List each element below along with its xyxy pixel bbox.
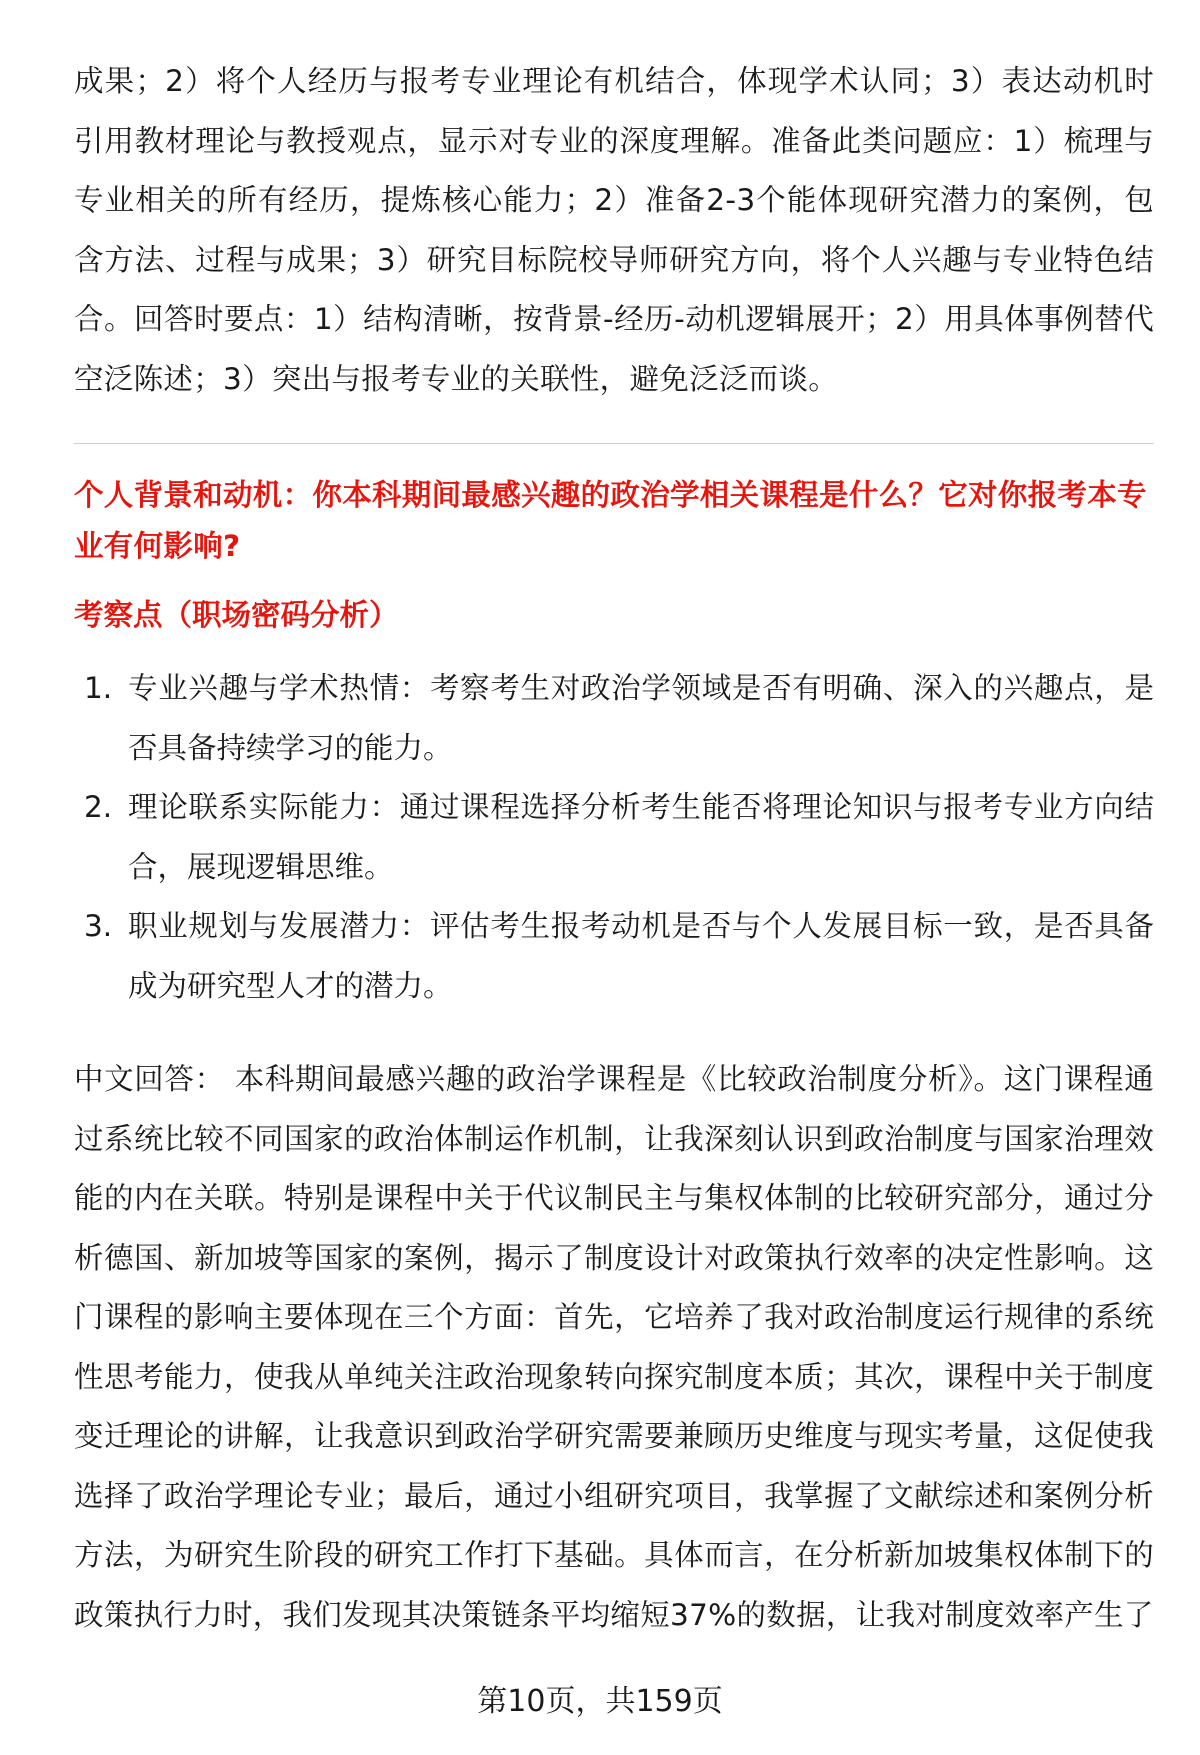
page-footer: 第10页，共159页 xyxy=(477,1684,723,1719)
intro-paragraph: 成果；2）将个人经历与报考专业理论有机结合，体现学术认同；3）表达动机时引用教材理论与教授观点，显示对专业的深度理解。准备此类问题应：1）梳理与专业相关的所有经历，提炼核心能力；2）准备2-3个能体现研究潜力的案例，包含方法、过程与成果；3）研究目标院校导师研究方向，将个人兴趣与专业特色结合。回答时要点：1）结构清晰，按背景-经历-动机逻辑展开；2）用具体事例替代空泛陈述；3）突出与报考专业的关联性，避免泛泛而谈。 xyxy=(74,64,1154,396)
list-item-text: 理论联系实际能力：通过课程选择分析考生能否将理论知识与报考专业方向结合，展现逻辑思维。 xyxy=(128,790,1154,884)
answer-paragraph: 中文回答： 本科期间最感兴趣的政治学课程是《比较政治制度分析》。这门课程通过系统比较不同国家的政治体制运作机制，让我深刻认识到政治制度与国家治理效能的内在关联。特别是课程中关于代议制民主与集权体制的比较研究部分，通过分析德国、新加坡等国家的案例，揭示了制度设计对政策执行效率的决定性影响。这门课程的影响主要体现在三个方面：首先，它培养了我对政治制度运行规律的系统性思考能力，使我从单纯关注政治现象转向探究制度本质；其次，课程中关于制度变迁理论的讲解，让我意识到政治学研究需要兼顾历史维度与现实考量，这促使我选择了政治学理论专业；最后，通过小组研究项目，我掌握了文献综述和案例分析方法，为研究生阶段的研究工作打下基础。具体而言，在分析新加坡集权体制下的政策执行力时，我们发现其决策链条平均缩短37%的数据，让我对制度效率产生了 xyxy=(74,1062,1154,1632)
list-number: 2. xyxy=(84,790,113,824)
list-item-text: 专业兴趣与学术热情：考察考生对政治学领域是否有明确、深入的兴趣点，是否具备持续学习的能力。 xyxy=(128,671,1154,765)
question-title: 个人背景和动机：你本科期间最感兴趣的政治学相关课程是什么？它对你报考本专业有何影响? xyxy=(74,478,1147,563)
list-item-text: 职业规划与发展潜力：评估考生报考动机是否与个人发展目标一致，是否具备成为研究型人才的潜力。 xyxy=(128,909,1154,1003)
assessment-points-list xyxy=(74,659,1154,1016)
list-number: 1. xyxy=(84,671,113,705)
list-number: 3. xyxy=(84,909,113,943)
list-item xyxy=(74,778,1154,897)
list-item xyxy=(74,659,1154,778)
section-heading: 考察点（职场密码分析） xyxy=(74,598,399,632)
section-divider xyxy=(74,443,1154,444)
document-body xyxy=(74,52,1154,1645)
list-item xyxy=(74,897,1154,1016)
